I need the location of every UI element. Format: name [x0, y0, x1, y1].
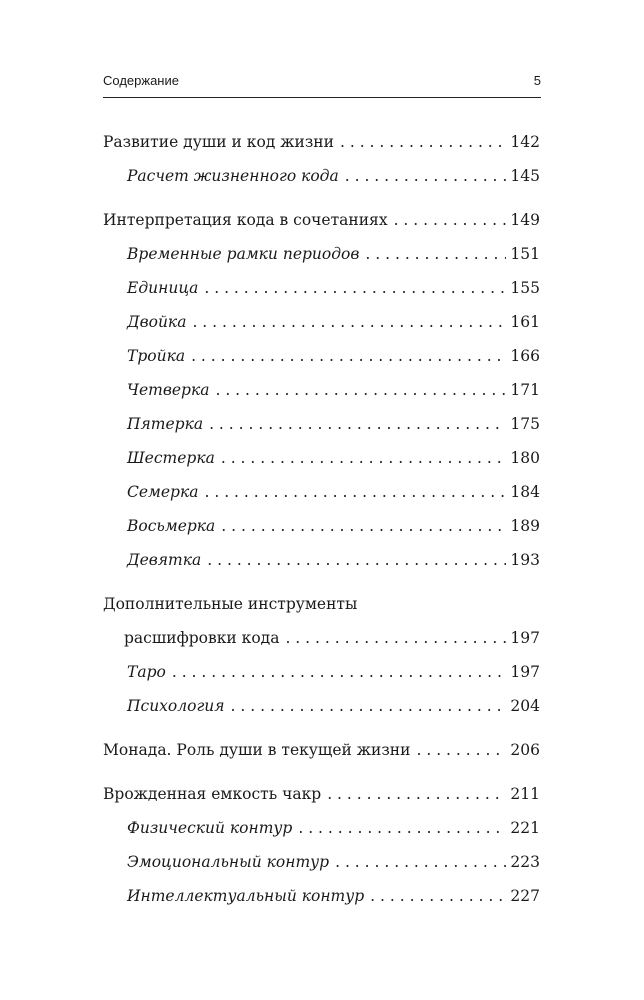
leader-dots: [172, 655, 507, 689]
toc-entry-title: Интеллектуальный контур: [127, 887, 365, 905]
toc-subentry[interactable]: [103, 159, 540, 193]
leader-dots: [221, 441, 507, 475]
toc-entry-page: 223: [510, 853, 540, 871]
toc-entry-title: Врожденная емкость чакр: [103, 785, 322, 803]
toc-entry-title: Девятка: [127, 551, 202, 569]
leader-dots: [215, 373, 506, 407]
toc-entry-page: 206: [510, 741, 540, 759]
toc-subentry[interactable]: [103, 237, 540, 271]
toc-entry-title: Временные рамки периодов: [127, 245, 360, 263]
toc-entry-page: 142: [510, 133, 540, 151]
leader-dots: [370, 879, 506, 913]
leader-dots: [192, 305, 506, 339]
leader-dots: [209, 407, 506, 441]
toc-entry-page: 155: [510, 279, 540, 297]
toc-subentry[interactable]: [103, 655, 540, 689]
toc-entry-page: 211: [510, 785, 540, 803]
toc-subentry[interactable]: [103, 407, 540, 441]
toc-entry-title: Восьмерка: [127, 517, 216, 535]
toc-entry-title: Пятерка: [127, 415, 204, 433]
toc-entry-page: 193: [510, 551, 540, 569]
toc-entry-page: 161: [510, 313, 540, 331]
leader-dots: [335, 845, 506, 879]
toc-entry-title: Расчет жизненного кода: [127, 167, 339, 185]
leader-dots: [340, 125, 506, 159]
leader-dots: [394, 203, 507, 237]
toc-subentry[interactable]: [103, 543, 540, 577]
toc-entry-title: Семерка: [127, 483, 199, 501]
toc-entry[interactable]: [103, 777, 540, 811]
toc-subentry[interactable]: [103, 811, 540, 845]
toc-subentry[interactable]: [103, 305, 540, 339]
toc-entry-page: 149: [510, 211, 540, 229]
toc-entry-page: 166: [510, 347, 540, 365]
running-head-title: Содержание: [103, 73, 179, 88]
toc-subentry[interactable]: [103, 271, 540, 305]
toc-entry-page: 197: [510, 629, 540, 647]
toc-subentry[interactable]: [103, 689, 540, 723]
leader-dots: [298, 811, 506, 845]
leader-dots: [285, 621, 506, 655]
toc-subentry[interactable]: [103, 879, 540, 913]
toc-entry-title: Эмоциональный контур: [127, 853, 330, 871]
toc-entry-title: Двойка: [127, 313, 187, 331]
toc-entry-page: 151: [510, 245, 540, 263]
running-head: [103, 71, 541, 98]
toc-subentry[interactable]: [103, 509, 540, 543]
toc-entry-title: Шестерка: [127, 449, 215, 467]
toc-subentry[interactable]: [103, 845, 540, 879]
toc-entry-page: 180: [510, 449, 540, 467]
toc-entry[interactable]: [103, 621, 540, 655]
toc-entry-page: 221: [510, 819, 540, 837]
toc-entry-page: 171: [510, 381, 540, 399]
toc-entry-page: 204: [510, 697, 540, 715]
toc-entry-title: Таро: [127, 663, 166, 681]
toc-subentry[interactable]: [103, 339, 540, 373]
toc-entry-page: 197: [510, 663, 540, 681]
toc-entry-title: Психология: [127, 697, 225, 715]
toc-entry-page: 175: [510, 415, 540, 433]
toc-entry-page: 227: [510, 887, 540, 905]
toc-entry-page: 145: [510, 167, 540, 185]
leader-dots: [207, 543, 506, 577]
leader-dots: [204, 475, 506, 509]
toc-subentry[interactable]: [103, 441, 540, 475]
toc-entry-title: Физический контур: [127, 819, 293, 837]
leader-dots: [365, 237, 506, 271]
table-of-contents: [103, 125, 540, 913]
toc-entry-title: Интерпретация кода в сочетаниях: [103, 211, 388, 229]
page-number: 5: [533, 73, 541, 88]
toc-subentry[interactable]: [103, 373, 540, 407]
leader-dots: [416, 733, 506, 767]
toc-entry-title: Тройка: [127, 347, 186, 365]
leader-dots: [327, 777, 506, 811]
leader-dots: [345, 159, 507, 193]
leader-dots: [221, 509, 506, 543]
toc-entry-title: расшифровки кода: [124, 629, 280, 647]
leader-dots: [191, 339, 506, 373]
toc-entry-page: 189: [510, 517, 540, 535]
leader-dots: [231, 689, 507, 723]
toc-entry-title: Развитие души и код жизни: [103, 133, 334, 151]
toc-entry[interactable]: [103, 125, 540, 159]
toc-entry-title: Четверка: [127, 381, 210, 399]
toc-entry-title: Единица: [127, 279, 199, 297]
toc-entry-page: 184: [510, 483, 540, 501]
toc-entry[interactable]: [103, 203, 540, 237]
toc-subentry[interactable]: [103, 475, 540, 509]
toc-entry-title: Монада. Роль души в текущей жизни: [103, 741, 411, 759]
leader-dots: [204, 271, 506, 305]
toc-entry-title-line1: Дополнительные инструменты: [103, 595, 358, 613]
toc-entry[interactable]: [103, 733, 540, 767]
